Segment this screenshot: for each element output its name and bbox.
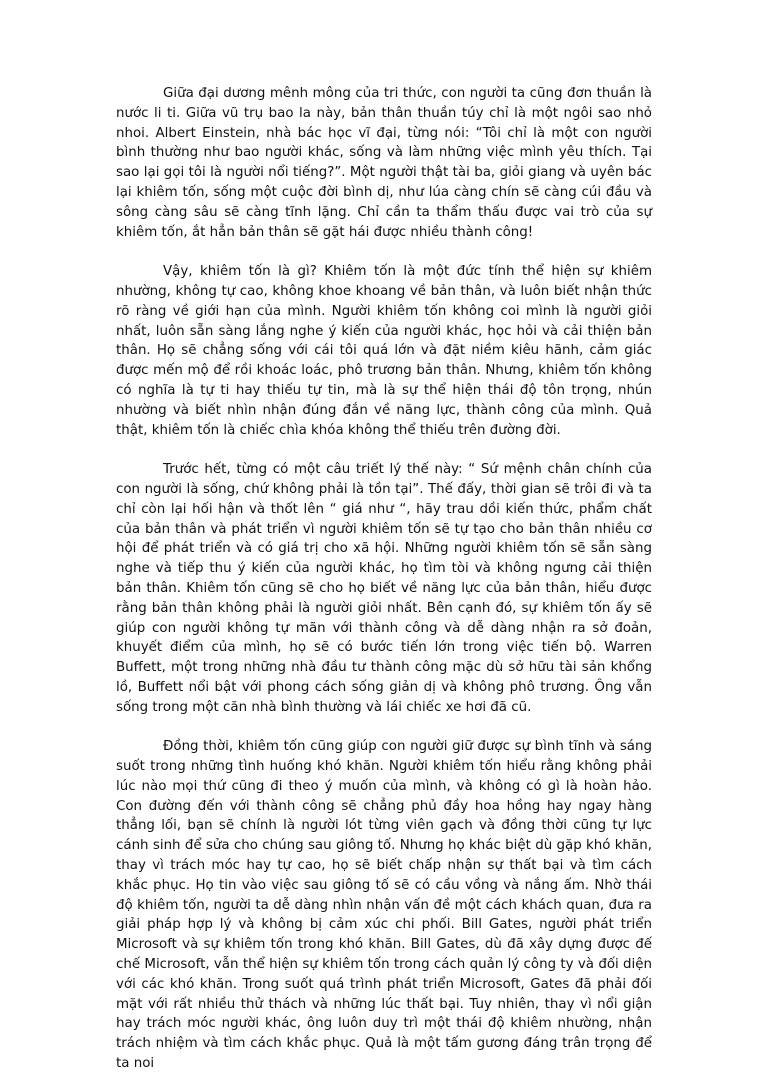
paragraph-1: Giữa đại dương mênh mông của tri thức, con người ta cũng đơn thuần là nước li ti. Giữa vũ trụ bao la này, bản thân thuần túy chỉ là một ngôi sao nhỏ nhoi. Albert Einstein, nhà bác học vĩ đại, từng nói: “Tôi chỉ là một con người bình thường như bao người khác, sống và làm những việc mình yêu thích. Tại sao lại gọi tôi là người nổi tiếng?”. Một người thật tài ba, giỏi giang và uyên bác lại khiêm tốn, sống một cuộc đời bình dị, như lúa càng chín sẽ càng cúi đầu và sông càng sâu sẽ càng tĩnh lặng. Chỉ cần ta thẩm thấu được vai trò của sự khiêm tốn, ắt hẳn bản thân sẽ gặt hái được nhiều thành công! bbox=[116, 86, 652, 240]
paragraph-2: Vậy, khiêm tốn là gì? Khiêm tốn là một đức tính thể hiện sự khiêm nhường, không tự cao, không khoe khoang về bản thân, và luôn biết nhận thức rõ ràng về giới hạn của mình. Người khiêm tốn không coi mình là người giỏi nhất, luôn sẵn sàng lắng nghe ý kiến của người khác, học hỏi và cải thiện bản thân. Họ sẽ chẳng sống với cái tôi quá lớn và đặt niềm kiêu hãnh, cảm giác được mến mộ để rồi khoác loác, phô trương bản thân. Nhưng, khiêm tốn không có nghĩa là tự ti hay thiếu tự tin, mà là sự thể hiện thái độ tôn trọng, nhún nhường và biết nhìn nhận đúng đắn về năng lực, thành công của mình. Quả thật, khiêm tốn là chiếc chìa khóa không thể thiếu trên đường đời. bbox=[116, 264, 652, 438]
paragraph-3: Trước hết, từng có một câu triết lý thế này: “ Sứ mệnh chân chính của con người là sống, chứ không phải là tồn tại”. Thế đấy, thời gian sẽ trôi đi và ta chỉ còn lại hối hận và thốt lên “ giá như “, hãy trau dồi kiến thức, phẩm chất của bản thân và phát triển vì người khiêm tốn sẽ tự tạo cho bản thân nhiều cơ hội để phát triển và có giá trị cho xã hội. Những người khiêm tốn sẽ sẵn sàng nghe và tiếp thu ý kiến của người khác, họ tìm tòi và không ngưng cải thiện bản thân. Khiêm tốn cũng sẽ cho họ biết về năng lực của bản thân, hiểu được rằng bản thân không phải là người giỏi nhất. Bên cạnh đó, sự khiêm tốn ấy sẽ giúp con người không tự mãn với thành công và dễ dàng nhận ra sở đoản, khuyết điểm của mình, họ sẽ có bước tiến lớn trong việc tiến bộ. Warren Buffett, một trong những nhà đầu tư thành công mặc dù sở hữu tài sản khổng lồ, Buffett nổi bật với phong cách sống giản dị và không phô trương. Ông vẫn sống trong một căn nhà bình thường và lái chiếc xe hơi đã cũ. bbox=[116, 462, 652, 715]
paragraph-4: Đồng thời, khiêm tốn cũng giúp con người giữ được sự bình tĩnh và sáng suốt trong những tình huống khó khăn. Người khiêm tốn hiểu rằng không phải lúc nào mọi thứ cũng đi theo ý muốn của mình, và không có gì là hoàn hảo. Con đường đến với thành công sẽ chẳng phủ đầy hoa hồng hay ngay hàng thẳng lối, bạn sẽ chính là người lót từng viên gạch và đồng thời cũng tự lực cánh sinh để sửa cho chúng sau giông tố. Nhưng họ khác biệt dù gặp khó khăn, thay vì trách móc hay tự cao, họ sẽ biết chấp nhận sự thất bại và tìm cách khắc phục. Họ tin vào việc sau giông tố sẽ có cầu vồng và nắng ấm. Nhờ thái độ khiêm tốn, người ta dễ dàng nhìn nhận vấn đề một cách khách quan, đưa ra giải pháp hợp lý và không bị cảm xúc chi phối. Bill Gates, người phát triển Microsoft và sự khiêm tốn trong khó khăn. Bill Gates, dù đã xây dựng được đế chế Microsoft, vẫn thể hiện sự khiêm tốn trong cách quản lý công ty và đối diện với các khó khăn. Trong suốt quá trình phát triển Microsoft, Gates đã phải đối mặt với rất nhiều thử thách và những lúc thất bại. Tuy nhiên, thay vì nổi giận hay trách móc người khác, ông luôn duy trì một thái độ khiêm nhường, nhận trách nhiệm và tìm cách khắc phục. Quả là một tấm gương đáng trân trọng để ta noi bbox=[116, 739, 652, 1072]
